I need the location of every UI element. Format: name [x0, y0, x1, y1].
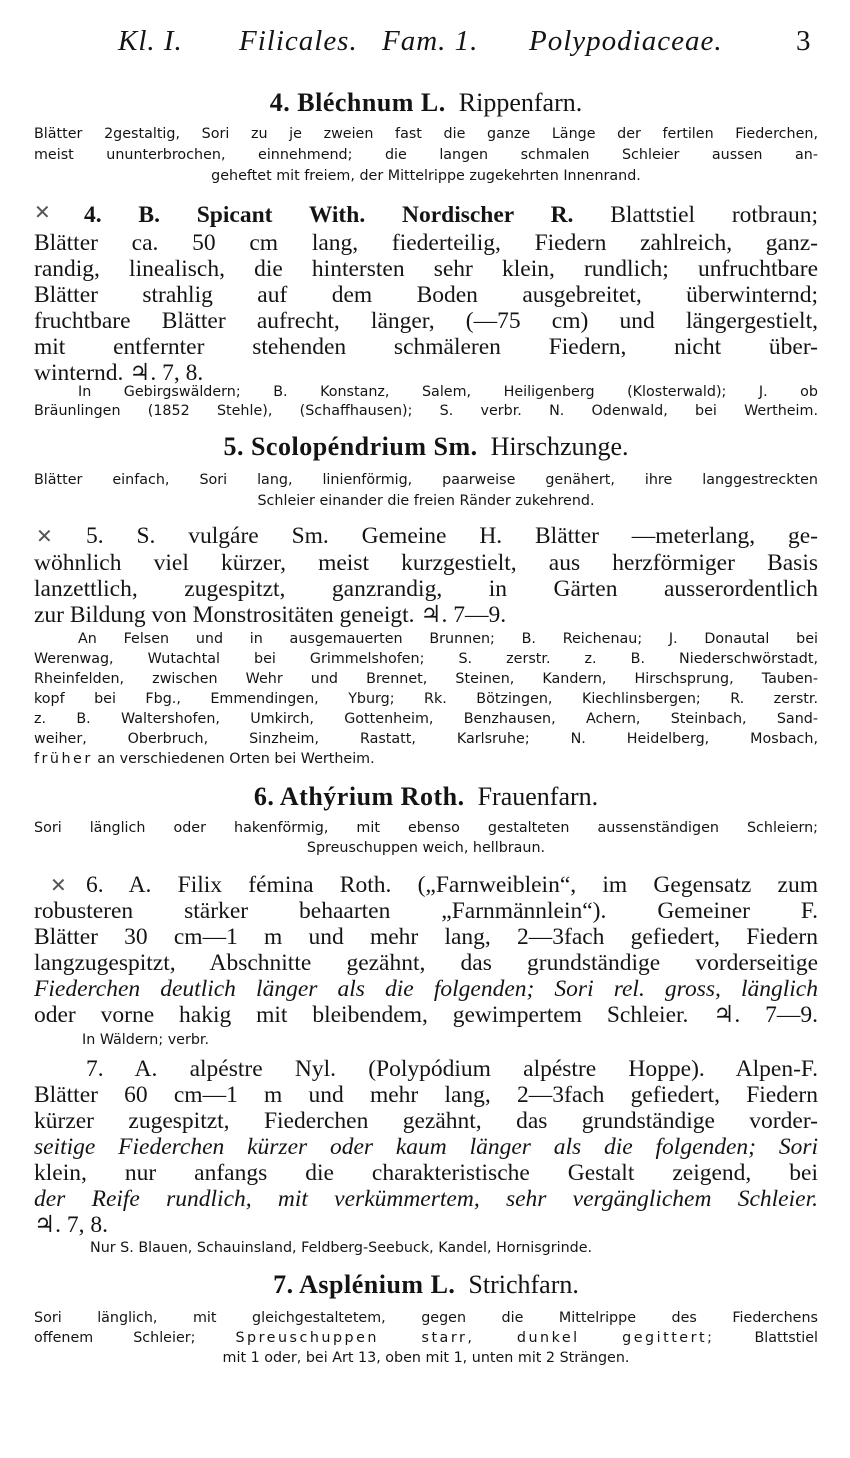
genus-description-line: Blätter 2gestaltig, Sori zu je zweien fast die ganze Länge der fertilen Fiederchen,: [34, 126, 818, 142]
genus-heading-athyrium: [34, 782, 818, 812]
species-text-line: langzugespitzt, Abschnitte gezähnt, das grundständige vorderseitige: [34, 950, 818, 976]
species-text-line: Blätter strahlig auf dem Boden ausgebreitet, überwinternd;: [34, 282, 818, 308]
species-german-name: Nordischer R.: [401, 202, 574, 228]
header-order: Filicales.: [239, 25, 358, 57]
species-entry-line: 4. B. Spicant With. Nordischer R. Blattstiel rotbraun;: [84, 202, 818, 228]
species-number: 4. B.: [84, 202, 160, 228]
running-header: [34, 25, 818, 61]
species-text-line: klein, nur anfangs die charakteristische Gestalt zeigend, bei: [34, 1160, 818, 1186]
genus-description-line: geheftet mit freiem, der Mittelrippe zugekehrten Innenrand.: [211, 168, 641, 184]
locality-line: In Wäldern; verbr.: [82, 1032, 210, 1048]
locality-line: In Gebirgswäldern; B. Konstanz, Salem, Heiligenberg (Klosterwald); J. ob: [78, 384, 818, 400]
species-entry-line: 5. S. vulgáre Sm. Gemeine H. Blätter —meterlang, ge-: [86, 523, 818, 549]
page-number: 3: [796, 25, 812, 57]
header-class: Kl. I.: [118, 25, 183, 57]
species-text-line: oder vorne hakig mit bleibendem, gewimpertem Schleier. ♃. 7—9.: [34, 1002, 818, 1028]
genus-description-line: mit 1 oder, bei Art 13, oben mit 1, unten mit 2 Strängen.: [222, 1350, 630, 1366]
locality-line: kopf bei Fbg., Emmendingen, Yburg; Rk. Bötzingen, Kiechlinsbergen; R. zerstr.: [34, 691, 818, 707]
header-family-number: Fam. 1.: [382, 25, 479, 57]
locality-line: An Felsen und in ausgemauerten Brunnen; B. Reichenau; J. Donautal bei: [78, 631, 818, 647]
species-text-line: Blätter ca. 50 cm lang, fiederteilig, Fiedern zahlreich, ganz-: [34, 230, 818, 256]
locality-line: Rheinfelden, zwischen Wehr und Brennet, Steinen, Kandern, Hirschsprung, Tauben-: [34, 671, 818, 687]
genus-name: 4. Bléchnum L.: [269, 88, 446, 117]
genus-name: 7. Asplénium L.: [273, 1270, 456, 1299]
locality-line: weiher, Oberbruch, Sinzheim, Rastatt, Karlsruhe; N. Heidelberg, Mosbach,: [34, 731, 818, 747]
genus-description-line: meist ununterbrochen, einnehmend; die langen schmalen Schleier aussen an-: [34, 147, 818, 163]
species-text-line: robusteren stärker behaarten „Farnmännlein“). Gemeiner F.: [34, 898, 818, 924]
cross-mark-icon: ✕: [36, 524, 53, 548]
genus-description-line: Sori länglich oder hakenförmig, mit ebenso gestalteten aussenständigen Schleiern;: [34, 820, 818, 836]
locality-line: z. B. Waltershofen, Umkirch, Gottenheim, Benzhausen, Achern, Steinbach, Sand-: [34, 711, 818, 727]
genus-common-name: Strichfarn.: [468, 1270, 579, 1299]
cross-mark-icon: ✕: [34, 200, 51, 224]
genus-heading-blechnum: [34, 88, 818, 118]
genus-heading-scolopendrium: [34, 432, 818, 462]
species-text-line: kürzer zugespitzt, Fiederchen gezähnt, das grundständige vorder-: [34, 1108, 818, 1134]
species-text-line: fruchtbare Blätter aufrecht, länger, (—75 cm) und längergestielt,: [34, 308, 818, 334]
genus-heading-asplenium: [34, 1270, 818, 1300]
genus-description-line: offenem Schleier; Spreuschuppen starr, dunkel gegittert; Blattstiel: [34, 1330, 818, 1346]
locality-line: Nur S. Blauen, Schauinsland, Feldberg-Seebuck, Kandel, Hornisgrinde.: [90, 1240, 593, 1256]
genus-name: 5. Scolopéndrium Sm.: [223, 432, 478, 461]
genus-common-name: Hirschzunge.: [490, 432, 629, 461]
species-text-line: der Reife rundlich, mit verkümmertem, sehr vergänglichem Schleier.: [34, 1186, 818, 1212]
genus-description-line: Sori länglich, mit gleichgestaltetem, gegen die Mittelrippe des Fiederchens: [34, 1310, 818, 1326]
genus-common-name: Frauenfarn.: [477, 782, 599, 811]
species-text-line: Blätter 60 cm—1 m und mehr lang, 2—3fach gefiedert, Fiedern: [34, 1082, 818, 1108]
genus-description-line: Blätter einfach, Sori lang, linienförmig, paarweise genähert, ihre langgestreckten: [34, 472, 818, 488]
cross-mark-icon: ✕: [50, 873, 67, 897]
species-text-line: randig, linealisch, die hintersten sehr klein, rundlich; unfruchtbare: [34, 256, 818, 282]
genus-description-line: Spreuschuppen weich, hellbraun.: [306, 840, 546, 856]
species-entry-line: 6. A. Filix fémina Roth. („Farnweiblein“, im Gegensatz zum: [86, 872, 818, 898]
genus-name: 6. Athýrium Roth.: [253, 782, 465, 811]
genus-description-line: Schleier einander die freien Ränder zukehrend.: [257, 493, 595, 509]
genus-common-name: Rippenfarn.: [458, 88, 583, 117]
species-text-line: lanzettlich, zugespitzt, ganzrandig, in Gärten ausserordentlich: [34, 576, 818, 602]
species-text-line: zur Bildung von Monstrositäten geneigt. ♃. 7—9.: [34, 602, 507, 628]
header-family: Polypodiaceae.: [529, 25, 723, 57]
species-text-line: ♃. 7, 8.: [34, 1212, 108, 1238]
book-page: [34, 0, 818, 1458]
locality-line: Werenwag, Wutachtal bei Grimmelshofen; S. zerstr. z. B. Niederschwörstadt,: [34, 651, 818, 667]
species-text-line: Fiederchen deutlich länger als die folgenden; Sori rel. gross, länglich: [34, 976, 818, 1002]
locality-line: Bräunlingen (1852 Stehle), (Schaffhausen); S. verbr. N. Odenwald, bei Wertheim.: [34, 403, 818, 419]
species-text-line: mit entfernter stehenden schmäleren Fiedern, nicht über-: [34, 334, 818, 360]
locality-line: früher an verschiedenen Orten bei Wertheim.: [34, 751, 375, 767]
species-name: Spicant With.: [196, 202, 366, 228]
species-text-line: Blätter 30 cm—1 m und mehr lang, 2—3fach gefiedert, Fiedern: [34, 924, 818, 950]
species-text-line: seitige Fiederchen kürzer oder kaum länger als die folgenden; Sori: [34, 1134, 818, 1160]
species-text-line: winternd. ♃. 7, 8.: [34, 360, 204, 386]
species-text-line: wöhnlich viel kürzer, meist kurzgestielt, aus herzförmiger Basis: [34, 550, 818, 576]
species-entry-line: 7. A. alpéstre Nyl. (Polypódium alpéstre Hoppe). Alpen-F.: [86, 1056, 818, 1082]
